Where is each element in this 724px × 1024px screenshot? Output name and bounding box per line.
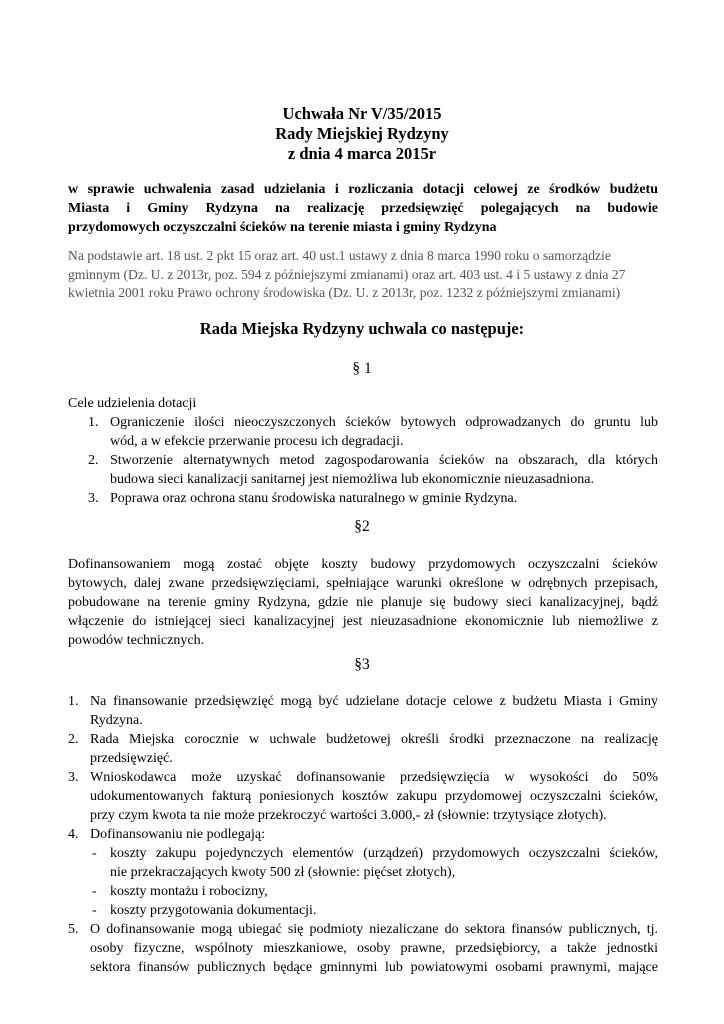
list-item <box>68 730 658 768</box>
section-1-heading: Cele udzielenia dotacji <box>68 396 197 411</box>
resolution-heading: Rada Miejska Rydzyny uchwala co następuje: <box>199 319 525 338</box>
dash-item-line: koszty przygotowania dokumentacji. <box>110 903 317 918</box>
list-item-number: 1. <box>88 415 99 430</box>
list-item <box>68 692 658 730</box>
subject-line: przydomowych oczyszczalni ścieków na terenie miasta i gminy Rydzyna <box>68 220 497 235</box>
resolution-subject <box>68 180 658 237</box>
section-3-mark: §3 <box>354 656 370 673</box>
section-2-body <box>68 555 658 650</box>
list-item-line: budowa sieci kanalizacji sanitarnej jest niemożliwa lub ekonomicznie nieuzasadniona. <box>110 472 594 487</box>
list-item-number: 2. <box>68 732 79 747</box>
list-item <box>68 920 658 977</box>
dash-item-line: koszty montażu i robocizny, <box>110 884 268 899</box>
section-2-mark: §2 <box>354 518 370 535</box>
list-item-line: Ograniczenie ilości nieoczyszczonych ścieków bytowych odprowadzanych do gruntu lub <box>110 415 658 430</box>
section-1-list <box>68 413 658 508</box>
paragraph-line: Dofinansowaniem mogą zostać objęte koszty budowy przydomowych oczyszczalni ścieków <box>68 557 658 572</box>
list-item-line: Dofinansowaniu nie podlegają: <box>90 827 265 842</box>
section-1-mark: § 1 <box>352 360 372 377</box>
list-item-line: wód, a w efekcie przerwanie procesu ich degradacji. <box>110 434 404 449</box>
section-3-list <box>68 692 658 977</box>
list-item-line: sektora finansów publicznych będące gminnymi lub powiatowymi osobami prawnymi, mające <box>90 960 658 975</box>
dash-item-line: nie przekraczających kwoty 500 zł (słownie: pięćset złotych), <box>110 865 456 880</box>
dash-marker: - <box>92 903 97 918</box>
paragraph-line: włączenie do istniejącej sieci kanalizacyjnej jest nieuzasadnione ekonomicznie lub niemożliwe z <box>68 614 658 629</box>
list-item-line: udokumentowanych fakturą poniesionych kosztów zakupu przydomowej oczyszczalni ścieków, <box>90 789 658 804</box>
paragraph-line: pobudowane na terenie gminy Rydzyna, gdzie nie planuje się budowy sieci kanalizacyjnej, bądź <box>68 595 658 610</box>
dash-list-item <box>68 844 658 882</box>
list-item <box>68 825 658 844</box>
dash-item-line: koszty zakupu pojedynczych elementów (urządzeń) przydomowych oczyszczalni ścieków, <box>110 846 658 861</box>
title-line-number: Uchwała Nr V/35/2015 <box>282 104 442 123</box>
list-item <box>68 489 658 508</box>
list-item-number: 5. <box>68 922 79 937</box>
paragraph-line: bytowych, dalej zwane przedsięwzięciami, spełniające warunki określone w odrębnych przepisach, <box>68 576 658 591</box>
list-item-number: 2. <box>88 453 99 468</box>
list-item-number: 3. <box>68 770 79 785</box>
dash-list-item <box>68 882 658 901</box>
resolution-title <box>0 104 724 164</box>
subject-line: w sprawie uchwalenia zasad udzielania i rozliczania dotacji celowej ze środków budżetu <box>68 182 658 197</box>
list-item-number: 4. <box>68 827 79 842</box>
list-item <box>68 768 658 825</box>
dash-marker: - <box>92 846 97 861</box>
title-line-date: z dnia 4 marca 2015r <box>287 144 437 163</box>
list-item-line: O dofinansowanie mogą ubiegać się podmioty niezaliczane do sektora finansów publicznych, tj. <box>90 922 658 937</box>
list-item-line: Poprawa oraz ochrona stanu środowiska naturalnego w gminie Rydzyna. <box>110 491 518 506</box>
list-item-line: Na finansowanie przedsięwzięć mogą być udzielane dotacje celowe z budżetu Miasta i Gminy <box>90 694 658 709</box>
list-item-number: 1. <box>68 694 79 709</box>
paragraph-line: powodów technicznych. <box>68 633 205 648</box>
list-item-line: Stworzenie alternatywnych metod zagospodarowania ścieków na obszarach, dla których <box>110 453 658 468</box>
list-item-line: Rada Miejska corocznie w uchwale budżetowej określi środki przeznaczone na realizację <box>90 732 658 747</box>
list-item-line: Rydzyna. <box>90 713 143 728</box>
title-line-council: Rady Miejskiej Rydzyny <box>275 124 449 143</box>
list-item-line: osoby fizyczne, wspólnoty mieszkaniowe, osoby prawne, przedsiębiorcy, a także jednostki <box>90 941 658 956</box>
list-item <box>68 413 658 451</box>
list-item <box>68 451 658 489</box>
dash-list-item <box>68 901 658 920</box>
legal-basis: Na podstawie art. 18 ust. 2 pkt 15 oraz art. 40 ust.1 ustawy z dnia 8 marca 1990 roku o samorządzie gminnym (Dz. U. z 2013r, poz. 594 z późniejszymi zmianami) oraz art. 403 ust. 4 i 5 ustawy z dnia 27 kwietnia 2001 roku Prawo ochrony środowiska (Dz. U. z 2013r, poz. 1232 z późniejszymi zmianami) <box>68 248 626 301</box>
list-item-number: 3. <box>88 491 99 506</box>
subject-line: Miasta i Gminy Rydzyna na realizację przedsięwzięć polegających na budowie <box>68 201 658 216</box>
list-item-line: Wnioskodawca może uzyskać dofinansowanie przedsięwzięcia w wysokości do 50% <box>90 770 658 785</box>
list-item-line: przy czym kwota ta nie może przekroczyć wartości 3.000,- zł (słownie: trzytysiące złotych). <box>90 808 607 823</box>
list-item-line: przedsięwzięć. <box>90 751 173 766</box>
dash-marker: - <box>92 884 97 899</box>
